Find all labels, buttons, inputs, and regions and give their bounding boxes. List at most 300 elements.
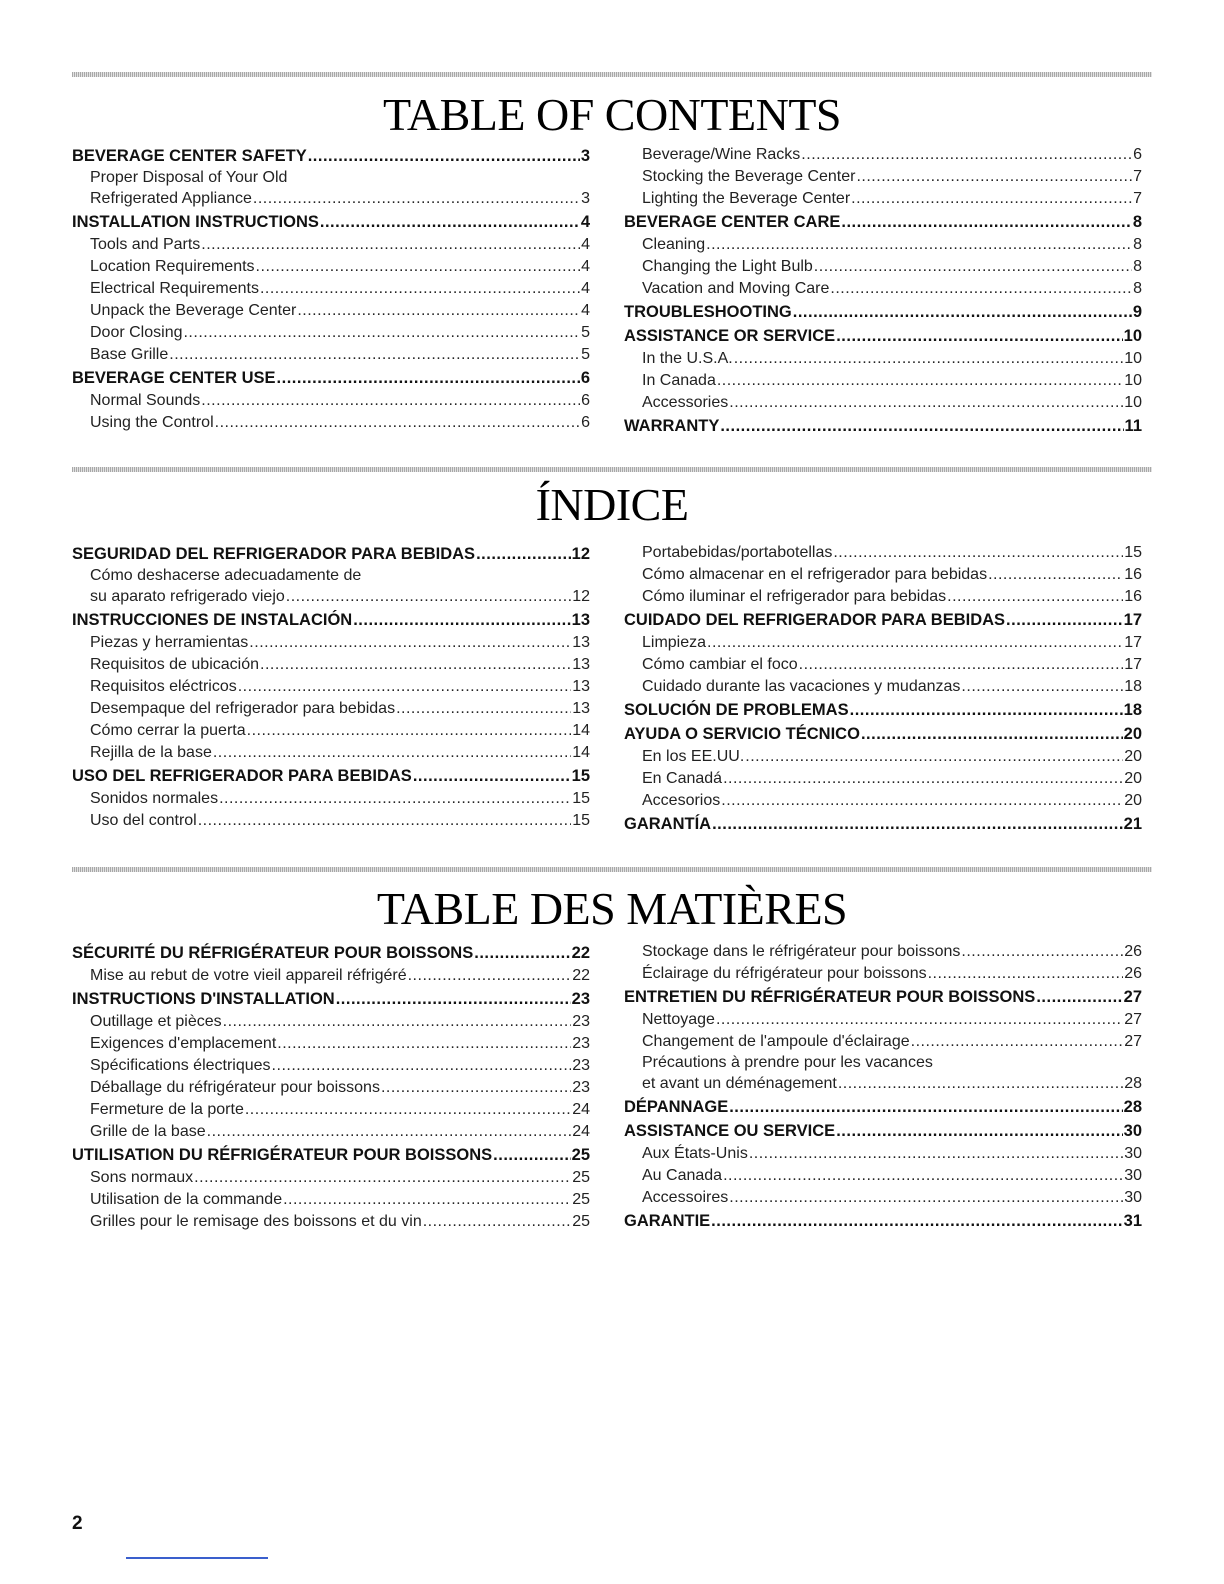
- toc-entry-text: Cómo deshacerse adecuadamente de: [90, 567, 362, 584]
- toc-page-number: 22: [571, 944, 590, 962]
- toc-entry[interactable]: [624, 1187, 1142, 1209]
- toc-entry[interactable]: [624, 746, 1142, 768]
- dot-leader: [201, 234, 580, 256]
- toc-entry-label: Using the Control: [90, 414, 214, 431]
- toc-entry[interactable]: [72, 234, 590, 256]
- toc-entry-label: UTILISATION DU RÉFRIGÉRATEUR POUR BOISSONS: [72, 1146, 493, 1164]
- toc-entry-label: Base Grille: [90, 346, 169, 363]
- dot-leader: [201, 390, 580, 412]
- dot-leader: [277, 367, 580, 389]
- toc-page-number: 7: [1133, 168, 1142, 185]
- toc-entry-label: Door Closing: [90, 324, 183, 341]
- toc-entry-label: In Canada: [642, 372, 716, 389]
- toc-entry-label: BEVERAGE CENTER SAFETY: [72, 147, 307, 165]
- toc-page-number: 10: [1124, 350, 1142, 367]
- toc-heading[interactable]: [72, 1144, 590, 1167]
- toc-page-number: 10: [1123, 327, 1142, 345]
- dot-leader: [474, 942, 570, 964]
- toc-entry[interactable]: [624, 1143, 1142, 1165]
- toc-page-number: 27: [1123, 988, 1142, 1006]
- toc-entry[interactable]: [624, 188, 1142, 210]
- toc-entry-label: ENTRETIEN DU RÉFRIGÉRATEUR POUR BOISSONS: [624, 988, 1036, 1006]
- toc-entry[interactable]: [72, 322, 590, 344]
- toc-entry[interactable]: [72, 742, 590, 764]
- section-title-french: TABLE DES MATIÈRES: [376, 883, 848, 934]
- toc-entry[interactable]: [624, 1165, 1142, 1187]
- toc-entry[interactable]: [72, 188, 590, 210]
- toc-entry[interactable]: [72, 965, 590, 987]
- dot-leader: [961, 941, 1123, 963]
- dot-leader: [720, 415, 1123, 437]
- dot-leader: [838, 1073, 1123, 1095]
- dot-leader: [745, 746, 1123, 768]
- toc-page-number: 25: [572, 1191, 590, 1208]
- dot-leader: [1036, 986, 1122, 1008]
- dot-leader: [749, 1143, 1123, 1165]
- toc-entry[interactable]: [624, 1031, 1142, 1053]
- toc-page-number: 20: [1124, 770, 1142, 787]
- toc-page-number: 5: [581, 346, 590, 363]
- toc-entry-label: Desempaque del refrigerador para bebidas: [90, 700, 396, 717]
- toc-page-number: 24: [572, 1101, 590, 1118]
- toc-entry-label: Vacation and Moving Care: [642, 280, 830, 297]
- toc-page-number: 8: [1133, 258, 1142, 275]
- toc-english-left: [72, 144, 590, 434]
- dot-leader: [723, 1165, 1123, 1187]
- toc-entry-label: USO DEL REFRIGERADOR PARA BEBIDAS: [72, 767, 412, 785]
- toc-entry[interactable]: [72, 1055, 590, 1077]
- toc-entry-label: Changement de l'ampoule d'éclairage: [642, 1033, 910, 1050]
- toc-page-number: 3: [581, 190, 590, 207]
- toc-entry-label: Spécifications électriques: [90, 1057, 271, 1074]
- dot-leader: [729, 1187, 1123, 1209]
- dot-leader: [836, 1120, 1122, 1142]
- toc-entry[interactable]: [624, 768, 1142, 790]
- toc-entry-label: Requisitos de ubicación: [90, 656, 259, 673]
- dot-leader: [396, 698, 571, 720]
- toc-heading[interactable]: [624, 325, 1142, 348]
- toc-heading[interactable]: [624, 1096, 1142, 1119]
- toc-entry[interactable]: [72, 676, 590, 698]
- toc-page-number: 20: [1124, 748, 1142, 765]
- dot-leader: [861, 723, 1123, 745]
- toc-entry[interactable]: [72, 1189, 590, 1211]
- toc-heading[interactable]: [624, 813, 1142, 836]
- toc-entry-label: DÉPANNAGE: [624, 1098, 729, 1116]
- toc-page-number: 20: [1123, 725, 1142, 743]
- toc-entry-label: Electrical Requirements: [90, 280, 259, 297]
- toc-entry[interactable]: [72, 412, 590, 434]
- toc-entry[interactable]: [624, 542, 1142, 564]
- toc-heading[interactable]: [624, 301, 1142, 324]
- dot-leader: [219, 788, 571, 810]
- toc-page-number: 28: [1123, 1098, 1142, 1116]
- dot-leader: [707, 632, 1123, 654]
- dot-leader: [169, 344, 580, 366]
- toc-entry-label: Stockage dans le réfrigérateur pour boissons: [642, 943, 961, 960]
- toc-heading[interactable]: [624, 415, 1142, 438]
- toc-entry-label: SOLUCIÓN DE PROBLEMAS: [624, 701, 849, 719]
- toc-page-number: 10: [1124, 394, 1142, 411]
- toc-entry-label: Unpack the Beverage Center: [90, 302, 297, 319]
- toc-entry-label: Rejilla de la base: [90, 744, 212, 761]
- toc-entry[interactable]: [624, 166, 1142, 188]
- toc-page-number: 6: [581, 392, 590, 409]
- toc-entry-label: Cuidado durante las vacaciones y mudanzas: [642, 678, 961, 695]
- toc-heading[interactable]: [624, 211, 1142, 234]
- dot-leader: [729, 1096, 1122, 1118]
- toc-entry[interactable]: [624, 348, 1142, 370]
- toc-page-number: 31: [1123, 1212, 1142, 1230]
- toc-page-number: 15: [1124, 544, 1142, 561]
- toc-entry[interactable]: [72, 698, 590, 720]
- toc-entry-label: Stocking the Beverage Center: [642, 168, 856, 185]
- toc-entry-label: Outillage et pièces: [90, 1013, 222, 1030]
- toc-entry-label: BEVERAGE CENTER CARE: [624, 213, 841, 231]
- toc-page-number: 7: [1133, 190, 1142, 207]
- toc-entry-label: Cómo iluminar el refrigerador para bebidas: [642, 588, 947, 605]
- toc-entry[interactable]: [624, 941, 1142, 963]
- toc-entry-label: INSTALLATION INSTRUCTIONS: [72, 213, 319, 231]
- dot-leader: [207, 1121, 572, 1143]
- toc-page-number: 4: [581, 258, 590, 275]
- toc-page-number: 13: [572, 656, 590, 673]
- toc-page-number: 8: [1133, 236, 1142, 253]
- toc-entry-label: Aux États-Unis: [642, 1145, 748, 1162]
- toc-entry-label: INSTRUCCIONES DE INSTALACIÓN: [72, 611, 353, 629]
- toc-entry[interactable]: [624, 564, 1142, 586]
- dot-leader: [814, 256, 1132, 278]
- toc-page-number: 15: [572, 790, 590, 807]
- toc-entry-label: Au Canada: [642, 1167, 723, 1184]
- toc-page-number: 22: [572, 967, 590, 984]
- toc-entry-label: Normal Sounds: [90, 392, 201, 409]
- dot-leader: [297, 300, 580, 322]
- dot-leader: [320, 211, 580, 233]
- section-divider: [72, 467, 1152, 472]
- toc-entry-label: BEVERAGE CENTER USE: [72, 369, 276, 387]
- dot-leader: [413, 765, 571, 787]
- section-divider: [72, 72, 1152, 77]
- toc-page-number: 26: [1124, 965, 1142, 982]
- toc-page-number: 21: [1123, 815, 1142, 833]
- dot-leader: [336, 988, 571, 1010]
- dot-leader: [856, 166, 1132, 188]
- toc-page-number: 20: [1124, 792, 1142, 809]
- dot-leader: [721, 790, 1123, 812]
- toc-heading[interactable]: [624, 609, 1142, 632]
- toc-heading[interactable]: [624, 1210, 1142, 1233]
- toc-page-number: 25: [572, 1169, 590, 1186]
- dot-leader: [801, 144, 1132, 166]
- toc-entry-label: Utilisation de la commande: [90, 1191, 283, 1208]
- dot-leader: [911, 1031, 1124, 1053]
- dot-leader: [260, 654, 571, 676]
- toc-page-number: 25: [571, 1146, 590, 1164]
- toc-entry-label: SEGURIDAD DEL REFRIGERADOR PARA BEBIDAS: [72, 545, 476, 563]
- toc-entry[interactable]: [72, 344, 590, 366]
- dot-leader: [712, 813, 1123, 835]
- toc-entry[interactable]: [624, 144, 1142, 166]
- toc-page-number: 15: [571, 767, 590, 785]
- toc-entry-label: SÉCURITÉ DU RÉFRIGÉRATEUR POUR BOISSONS: [72, 944, 474, 962]
- toc-page-number: 4: [581, 280, 590, 297]
- toc-page-number: 11: [1124, 417, 1142, 435]
- toc-entry[interactable]: [624, 586, 1142, 608]
- toc-page-number: 10: [1124, 372, 1142, 389]
- section-title-english: TABLE OF CONTENTS: [382, 89, 842, 140]
- toc-entry-label: GARANTIE: [624, 1212, 711, 1230]
- toc-page-number: 6: [581, 414, 590, 431]
- toc-heading[interactable]: [72, 211, 590, 234]
- toc-page-number: 3: [580, 147, 590, 165]
- toc-page-number: 6: [580, 369, 590, 387]
- toc-entry[interactable]: [624, 234, 1142, 256]
- dot-leader: [256, 256, 581, 278]
- dot-leader: [283, 1189, 571, 1211]
- dot-leader: [793, 301, 1132, 323]
- dot-leader: [308, 145, 580, 167]
- toc-page-number: 28: [1124, 1075, 1142, 1092]
- toc-page-number: 18: [1124, 678, 1142, 695]
- dot-leader: [272, 1055, 572, 1077]
- toc-entry[interactable]: [624, 1073, 1142, 1095]
- toc-page-number: 23: [572, 1013, 590, 1030]
- page-number: 2: [72, 1513, 83, 1534]
- toc-page-number: 8: [1133, 280, 1142, 297]
- dot-leader: [988, 564, 1123, 586]
- toc-entry-label: Grilles pour le remisage des boissons et du vin: [90, 1213, 422, 1230]
- toc-entry-label: Déballage du réfrigérateur pour boissons: [90, 1079, 380, 1096]
- toc-entry-label: Exigences d'emplacement: [90, 1035, 277, 1052]
- toc-spanish-left: [72, 542, 590, 832]
- dot-leader: [851, 188, 1132, 210]
- toc-entry-label: Uso del control: [90, 812, 197, 829]
- toc-entry[interactable]: [72, 1077, 590, 1099]
- toc-french-right: [624, 941, 1142, 1233]
- toc-entry[interactable]: [624, 392, 1142, 414]
- toc-entry-label: Piezas y herramientas: [90, 634, 249, 651]
- dot-leader: [729, 392, 1123, 414]
- toc-page-number: 13: [571, 611, 590, 629]
- toc-entry-label: Portabebidas/portabotellas: [642, 544, 833, 561]
- toc-entry-label: Accessories: [642, 394, 729, 411]
- toc-page-number: 13: [572, 700, 590, 717]
- toc-entry[interactable]: [72, 1033, 590, 1055]
- toc-entry[interactable]: [624, 256, 1142, 278]
- dot-leader: [711, 1210, 1122, 1232]
- toc-heading[interactable]: [624, 723, 1142, 746]
- toc-page-number: 27: [1124, 1033, 1142, 1050]
- dot-leader: [253, 188, 580, 210]
- toc-entry-label: Limpieza: [642, 634, 707, 651]
- dot-leader: [928, 963, 1124, 985]
- toc-entry-label: Beverage/Wine Racks: [642, 146, 801, 163]
- toc-entry-label: WARRANTY: [624, 417, 720, 435]
- dot-leader: [833, 542, 1123, 564]
- footer-line: [126, 1557, 268, 1559]
- dot-leader: [947, 586, 1123, 608]
- dot-leader: [198, 810, 571, 832]
- toc-page-number: 5: [581, 324, 590, 341]
- toc-page-number: 4: [581, 302, 590, 319]
- toc-page-number: 17: [1123, 611, 1142, 629]
- toc-heading[interactable]: [72, 145, 590, 168]
- toc-entry-label: GARANTÍA: [624, 815, 712, 833]
- section-title-spanish: ÍNDICE: [535, 479, 689, 530]
- dot-leader: [799, 654, 1124, 676]
- dot-leader: [841, 211, 1131, 233]
- toc-entry[interactable]: [72, 810, 590, 832]
- toc-page-number: 12: [572, 588, 590, 605]
- toc-english-right: [624, 144, 1142, 438]
- toc-page-number: 30: [1124, 1189, 1142, 1206]
- toc-entry-label: CUIDADO DEL REFRIGERADOR PARA BEBIDAS: [624, 611, 1006, 629]
- toc-entry-label: Sons normaux: [90, 1169, 194, 1186]
- dot-leader: [245, 1099, 571, 1121]
- toc-french-left: [72, 941, 590, 1233]
- toc-page-number: 4: [581, 236, 590, 253]
- dot-leader: [215, 412, 580, 434]
- toc-heading[interactable]: [624, 986, 1142, 1009]
- toc-heading[interactable]: [72, 367, 590, 390]
- toc-page-number: 30: [1124, 1145, 1142, 1162]
- dot-leader: [717, 370, 1123, 392]
- toc-entry-label: AYUDA O SERVICIO TÉCNICO: [624, 725, 860, 743]
- dot-leader: [183, 322, 580, 344]
- dot-leader: [476, 543, 571, 565]
- toc-page-number: 8: [1132, 213, 1142, 231]
- dot-leader: [836, 325, 1122, 347]
- toc-heading[interactable]: [72, 988, 590, 1011]
- toc-entry[interactable]: [72, 1011, 590, 1033]
- toc-heading[interactable]: [624, 1120, 1142, 1143]
- toc-entry-label: Lighting the Beverage Center: [642, 190, 851, 207]
- toc-entry[interactable]: [72, 586, 590, 608]
- dot-leader: [408, 965, 572, 987]
- toc-entry[interactable]: [72, 654, 590, 676]
- dot-leader: [249, 632, 571, 654]
- toc-page-number: 16: [1124, 588, 1142, 605]
- toc-page-number: 17: [1124, 656, 1142, 673]
- toc-entry-label: Accessoires: [642, 1189, 729, 1206]
- dot-leader: [830, 278, 1132, 300]
- toc-page-number: 15: [572, 812, 590, 829]
- toc-page-number: 23: [571, 990, 590, 1008]
- dot-leader: [961, 676, 1123, 698]
- dot-leader: [706, 234, 1132, 256]
- dot-leader: [423, 1211, 571, 1233]
- toc-page-number: 4: [580, 213, 590, 231]
- toc-entry-label: Nettoyage: [642, 1011, 715, 1028]
- toc-entry-label: su aparato refrigerado viejo: [90, 588, 285, 605]
- toc-page-number: 23: [572, 1079, 590, 1096]
- toc-entry[interactable]: [72, 1121, 590, 1143]
- toc-page-number: 13: [572, 678, 590, 695]
- toc-entry[interactable]: [624, 370, 1142, 392]
- toc-entry[interactable]: [624, 676, 1142, 698]
- toc-entry-label: INSTRUCTIONS D'INSTALLATION: [72, 990, 335, 1008]
- dot-leader: [493, 1144, 570, 1166]
- toc-page-number: 14: [572, 744, 590, 761]
- toc-entry[interactable]: [624, 963, 1142, 985]
- toc-entry-label: Cómo cambiar el foco: [642, 656, 798, 673]
- toc-entry[interactable]: [72, 788, 590, 810]
- toc-entry[interactable]: [624, 278, 1142, 300]
- toc-page-number: 18: [1123, 701, 1142, 719]
- dot-leader: [223, 1011, 572, 1033]
- dot-leader: [194, 1167, 571, 1189]
- toc-heading[interactable]: [72, 543, 590, 566]
- toc-entry-text: Précautions à prendre pour les vacances: [642, 1054, 933, 1071]
- toc-page-number: 30: [1124, 1167, 1142, 1184]
- toc-page-number: 13: [572, 634, 590, 651]
- dot-leader: [277, 1033, 571, 1055]
- section-divider: [72, 867, 1152, 872]
- toc-page-number: 23: [572, 1035, 590, 1052]
- toc-entry[interactable]: [72, 1211, 590, 1233]
- toc-entry[interactable]: [72, 256, 590, 278]
- toc-entry-label: Location Requirements: [90, 258, 255, 275]
- toc-entry-label: Sonidos normales: [90, 790, 219, 807]
- toc-entry-label: Éclairage du réfrigérateur pour boissons: [642, 965, 927, 982]
- toc-entry-label: En Canadá: [642, 770, 723, 787]
- toc-entry[interactable]: [72, 300, 590, 322]
- toc-entry[interactable]: [72, 720, 590, 742]
- toc-entry-label: Cómo almacenar en el refrigerador para bebidas: [642, 566, 988, 583]
- toc-entry-label: Tools and Parts: [90, 236, 201, 253]
- toc-heading[interactable]: [72, 609, 590, 632]
- toc-page-number: 23: [572, 1057, 590, 1074]
- dot-leader: [238, 676, 571, 698]
- toc-entry[interactable]: [72, 390, 590, 412]
- toc-entry[interactable]: [624, 1009, 1142, 1031]
- toc-heading[interactable]: [72, 765, 590, 788]
- toc-entry-label: Grille de la base: [90, 1123, 206, 1140]
- toc-entry-label: Accesorios: [642, 792, 721, 809]
- toc-entry[interactable]: [624, 632, 1142, 654]
- toc-page-number: 17: [1124, 634, 1142, 651]
- toc-entry-text: Proper Disposal of Your Old: [90, 169, 288, 186]
- toc-entry[interactable]: [72, 632, 590, 654]
- toc-entry[interactable]: [72, 278, 590, 300]
- toc-entry-label: Cómo cerrar la puerta: [90, 722, 246, 739]
- dot-leader: [260, 278, 580, 300]
- toc-entry-label: ASSISTANCE OR SERVICE: [624, 327, 836, 345]
- toc-heading[interactable]: [72, 942, 590, 965]
- toc-entry-label: Requisitos eléctricos: [90, 678, 237, 695]
- toc-spanish-right: [624, 542, 1142, 836]
- toc-entry-label: et avant un déménagement: [642, 1075, 837, 1092]
- toc-entry[interactable]: [72, 1099, 590, 1121]
- toc-page-number: 14: [572, 722, 590, 739]
- dot-leader: [213, 742, 571, 764]
- toc-entry-label: Changing the Light Bulb: [642, 258, 813, 275]
- toc-page-number: 30: [1123, 1122, 1142, 1140]
- toc-entry[interactable]: [624, 654, 1142, 676]
- toc-entry-label: TROUBLESHOOTING: [624, 303, 792, 321]
- toc-entry[interactable]: [624, 790, 1142, 812]
- dot-leader: [734, 348, 1123, 370]
- toc-entry-label: Cleaning: [642, 236, 706, 253]
- toc-page-number: 27: [1124, 1011, 1142, 1028]
- toc-page-number: 16: [1124, 566, 1142, 583]
- dot-leader: [353, 609, 570, 631]
- toc-heading[interactable]: [624, 699, 1142, 722]
- toc-entry[interactable]: [72, 1167, 590, 1189]
- dot-leader: [1006, 609, 1123, 631]
- toc-page-number: 12: [571, 545, 590, 563]
